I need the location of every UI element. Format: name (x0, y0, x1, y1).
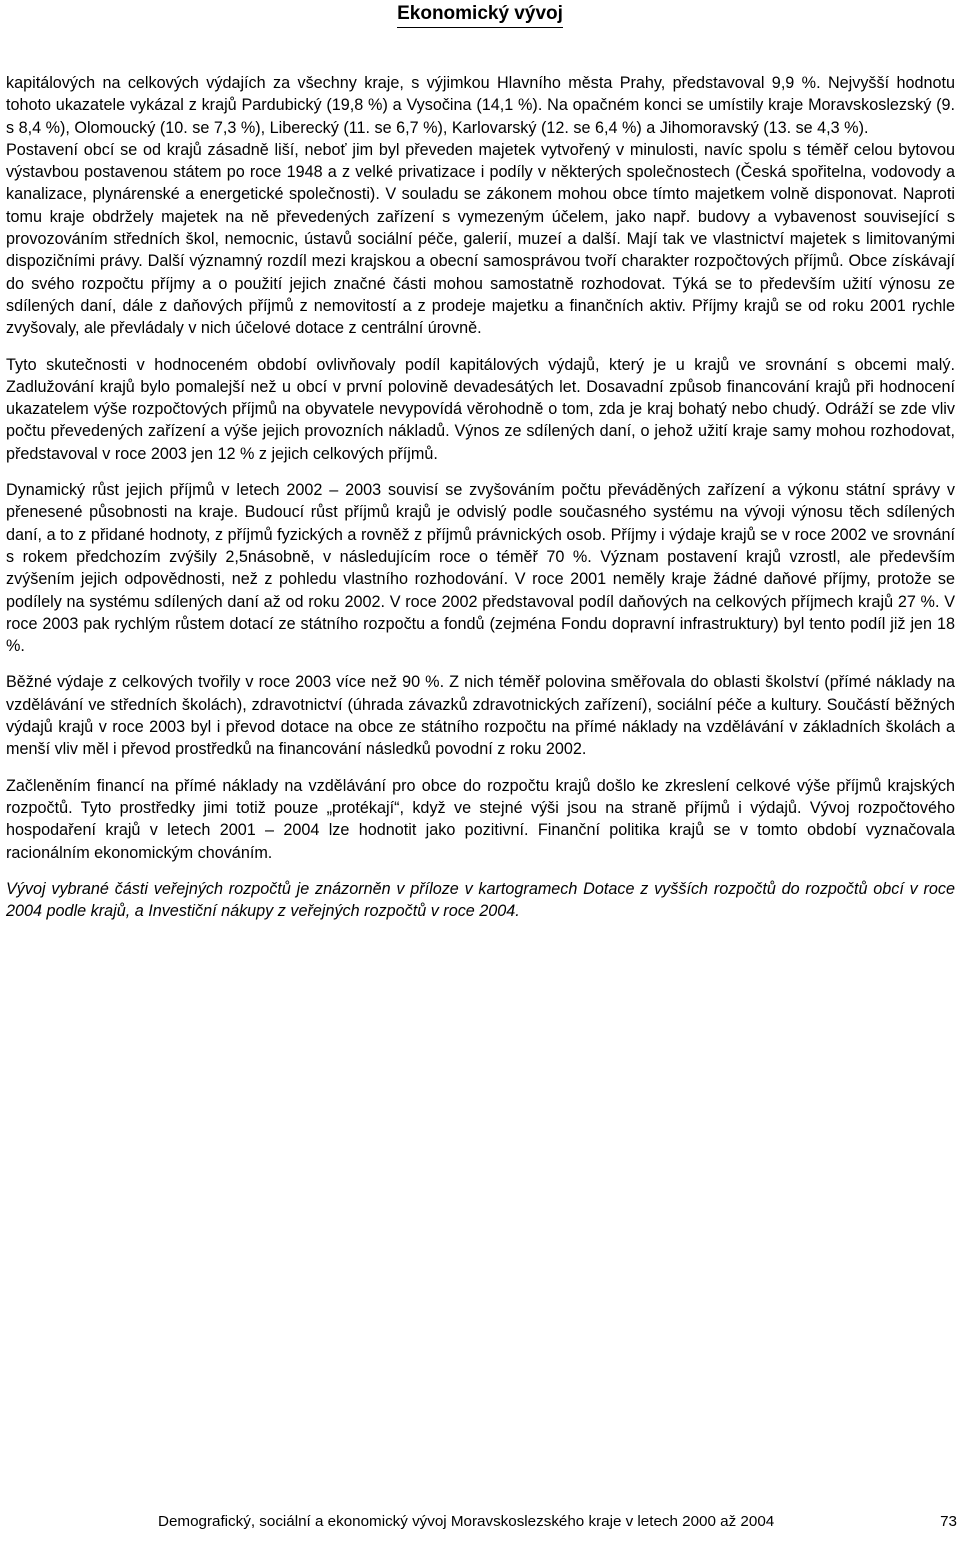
paragraph-obce-vs-kraje: Postavení obcí se od krajů zásadně liší, neboť jim byl převeden majetek vytvořený v minulosti, navíc spolu s téměř celou bytovou výstavbou postavenou státem po roce 1948 a z velké privatizace i podíly v některých společnostech (Česká spořitelna, vodovody a kanalizace, plynárenské a energetické společnosti). V souladu se zákonem mohou obce tímto majetkem volně disponovat. Naproti tomu kraje obdržely majetek na ně převedených zařízení s vymezeným účelem, jako např. budovy a vybavenost související s provozováním středních škol, nemocnic, ústavů sociální péče, galerií, muzeí a další. Mají tak ve vlastnictví majetek s limitovanými dispozičními právy. Další významný rozdíl mezi krajskou a obecní samosprávou tvoří charakter rozpočtových příjmů. Obce získávají do svého rozpočtu příjmy a o použití jejich značné části mohou samostatně rozhodovat. Týká se to především užití výnosu ze sdílených daní, dále z daňových příjmů z nemovitostí a z prodeje majetku a finančních aktiv. Příjmy krajů se od roku 2001 rychle zvyšovaly, ale převládaly v nich účelové dotace z centrální úrovně. (6, 140, 955, 338)
paragraph-bezne-vydaje: Běžné výdaje z celkových tvořily v roce 2003 více než 90 %. Z nich téměř polovina směřovala do oblasti školství (přímé náklady na vzdělávání ve středních školách), zdravotnictví (úhrada závazků zdravotnických zařízení), sociální péče a kultury. Součástí běžných výdajů krajů v roce 2003 byl i převod dotace na obce ze státního rozpočtu na přímé náklady na vzdělávání v základních školách a menší vliv měl i převod prostředků na financování následků povodní z roku 2002. (6, 673, 955, 759)
paragraph-dynamicky-rust: Dynamický růst jejich příjmů v letech 2002 – 2003 souvisí se zvyšováním počtu převáděných zařízení a výkonu státní správy v přenesené působnosti na kraje. Budoucí růst příjmů krajů je odvislý podle současného systému na vývoji výnosu těch sdílených daní, a to z přidané hodnoty, z příjmů fyzických a rovněž z příjmů právnických osob. Příjmy i výdaje krajů se v roce 2002 ve srovnání s rokem předchozím zvýšily 2,5násobně, v následujícím roce o téměř 70 %. Význam postavení krajů vzrostl, ale především zvýšením jejich odpovědnosti, než z pohledu vlastního rozhodování. V roce 2001 neměly kraje žádné daňové příjmy, protože se podílely na systému sdílených daní až od roku 2002. V roce 2002 představoval podíl daňových na celkových příjmech krajů 27 %. V roce 2003 pak rychlým růstem dotací ze státního rozpočtu a fondů (zejména Fondu dopravní infrastruktury) byl tento podíl již jen 18 %. (6, 481, 955, 656)
paragraph-priloha-note: Vývoj vybrané části veřejných rozpočtů je znázorněn v příloze v kartogramech Dotace z vyšších rozpočtů do rozpočtů obcí v roce 2004 podle krajů, a Investiční nákupy z veřejných rozpočtů v roce 2004. (6, 879, 955, 921)
paragraph-kapitalove-vydaje: Tyto skutečnosti v hodnoceném období ovlivňovaly podíl kapitálových výdajů, který je u krajů ve srovnání s obcemi malý. Zadlužování krajů bylo pomalejší než u obcí v první polovině devadesátých let. Dosavadní způsob financování krajů při hodnocení ukazatelem výše rozpočtových příjmů na obyvatele nevypovídá věrohodně o tom, zda je kraj bohatý nebo chudý. Odráží se zde vliv počtu převedených zařízení a výše jejich provozních nákladů. Výnos ze sdílených daní, o jehož užití kraje samy mohou rozhodovat, představoval v roce 2003 jen 12 % z jejich celkových příjmů. (6, 355, 955, 463)
footer-title: Demografický, sociální a ekonomický vývoj Moravskoslezského kraje v letech 2000 až 2004 (158, 1513, 775, 1530)
document-body (6, 72, 955, 936)
paragraph-zacleneni-financi: Začleněním financí na přímé náklady na vzdělávání pro obce do rozpočtu krajů došlo ke zkreslení celkové výše příjmů krajských rozpočtů. Tyto prostředky jimi totiž pouze „protékají“, když ve stejné výši jsou na straně příjmů i výdajů. Vývoj rozpočtového hospodaření krajů v letech 2001 – 2004 lze hodnotit jako pozitivní. Finanční politika krajů se v tomto období vyznačovala racionálním ekonomickým chováním. (6, 776, 955, 862)
page-footer (0, 1511, 960, 1533)
paragraph-continuation: kapitálových na celkových výdajích za všechny kraje, s výjimkou Hlavního města Prahy, představoval 9,9 %. Nejvyšší hodnotu tohoto ukazatele vykázal z krajů Pardubický (19,8 %) a Vysočina (14,1 %). Na opačném konci se umístily kraje Moravskoslezský (9. s 8,4 %), Olomoucký (10. se 7,3 %), Liberecký (11. se 6,7 %), Karlovarský (12. se 6,4 %) a Jihomoravský (13. se 4,3 %). (6, 74, 955, 137)
page-header (0, 2, 960, 28)
page-title: Ekonomický vývoj (397, 2, 563, 28)
page-number: 73 (940, 1513, 957, 1530)
